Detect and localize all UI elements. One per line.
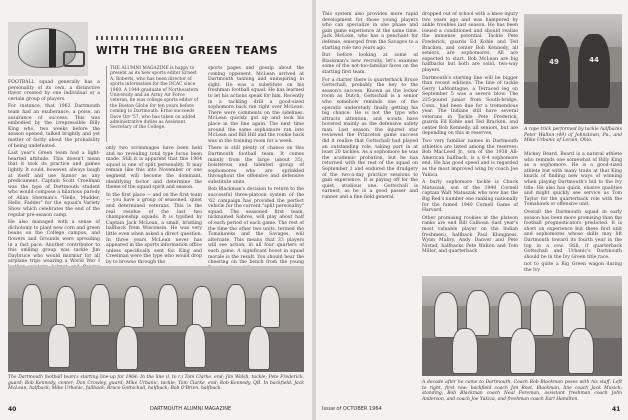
helmet-illustration	[8, 22, 88, 76]
player-figure	[192, 286, 212, 328]
helmet-stripe	[49, 29, 56, 67]
headline: WITH THE BIG GREEN TEAMS	[96, 45, 279, 57]
player-figure	[184, 324, 206, 368]
photo-background	[8, 266, 304, 298]
paragraph: Mickey Beard. Beard is a natural athlete who reminds one somewhat of Billy King as a sophomore. He is a good-sized athlete but with many traits at that King knack of finding new ways of winning when playing Dartmouth's bid to the Ivy title. He also has quick, elusive qualities and might quickly see service as Tom Taylor for the quarterback role with the Tomahawk or offensive unit.	[524, 152, 622, 208]
coaching-staff-photo	[422, 276, 622, 376]
player-figure	[260, 286, 280, 328]
photo-background	[524, 14, 622, 47]
football-helmet-icon	[18, 28, 76, 68]
paragraph: Other promising rookies at the platoon ranks are end Bill Calhoun (last year's most valuable player on the Indian freshmen), halfback Paul Klungness, Wynn Mabry, Andy Danver and Pete Nistad, halfbacks Pete Walton and Tom Miller, and quarterback	[422, 215, 518, 255]
paragraph: Overall the Dartmouth squad in early season has been more promising than the football prognosticators predicted. It is short on experience but these first unit and sophomores whose skills may lift Dartmouth toward its fourth year in the top in a row. Still, if quarterback Gottschall and Urbanic's Dartmouth should be in the Ivy Green title race.	[524, 209, 622, 260]
paragraph: This system also provides more rapid development for those young players who can specialize in one phase and gain game experience at the same time. Jack McLean, who has a penchant for defense, emerged from the Savages to a starting role two years ago.	[322, 12, 418, 51]
team-lineup-photo	[8, 266, 304, 372]
face-mask	[63, 51, 85, 67]
editor-note: THE ALUMNI MAGAZINE is happy to present as its new sports editor Ernest A. Roberts, who has been director of sports information for the DCAC since 1960. A 1944 graduate of Northeastern University and an Army Air Force veteran, he was college sports editor of the Boston Globe for ten years before coming to Dartmouth. Ernie succeeds Dave Orr '57, who has taken on added administrative duties as Assistant Secretary of the College.	[106, 66, 202, 142]
player-figure	[22, 284, 42, 326]
photo-caption: A decade after he came to Dartmouth, Coach Bob Blackman poses with his staff. Left to right, first row: backfield coach Jim Root, Blackman, line coach Jack Musick; standing, Bob Blackman coach Neal Foreman, assistant freshman coach John Anderson, and coach Joe Yukica, and freshman coach Earl Hamilton.	[422, 380, 622, 402]
paragraph: FOOTBALL squad generally has a personality of its own, a distinctive flavor created by one individual or a certain group of players.	[8, 80, 100, 102]
paragraph: not to quite a Big Green wagon during the Ivy	[524, 262, 622, 273]
photo-caption: The Dartmouth football team's starting line-up for 1964: In the line (l. to r.) Tom Clarke, end; Jim Walsh, tackle; Pete Frederick, guard; Bob Kennedy, center; Don Crowley, guard; Mike Urbanic, tackle; Tom Clarke, end; Bob Kennedy, QB. In backfield: Jack McLean, halfback; Mike Urbanic, fullback; Bruce Gottschall, halfback; Bob O'Brien, halfback.	[8, 375, 304, 391]
paragraph: sports pages and gossip about the coming opponent. McLean arrived at Dartmouth tanning and uninspiring in sight. He was a substitute on his freshman football squad. He has learned to let his actions speak for him. Recently in a tackling drill a good-sized sophomore back ran right over McLean. There were comments on the sidelines. McLean quickly got up and took his place in the line again. The next time around the same sophomore ran into McLean and Bill Hill and the rookie back was in the training room for a week.	[208, 66, 304, 144]
page-footer: Issue of OCTOBER 1964	[322, 406, 382, 412]
left-column-1	[8, 80, 100, 265]
paragraph: For instance, that 1962 Dartmouth team had an exuberance, a poise, an assurance of success. This was embodied by the irrepressible Billy King who, two weeks before the season opened, talked brightly and yet matter of factly about the probability of being undefeated.	[8, 104, 100, 149]
players-rope-photo	[524, 14, 622, 124]
right-column-3	[524, 152, 622, 272]
left-page	[0, 0, 312, 420]
coach-figure	[434, 292, 458, 338]
paragraph: Two very familiar names in Dartmouth athletics are listed among the reserves: Bob MacLeod Jr., son of the 1938 All-American halfback, is a 6-4 sophomore end. He has good speed and is regarded as the most improved wing by coach Joe Yukica.	[422, 139, 518, 178]
paragraph: There is still plenty of chance on this Dartmouth football team. It comes mainly from the large (about 35), boisterous and talented group of sophomores who are sprinkled throughout the offensive and defensive substitute units.	[208, 146, 304, 185]
jersey-number: 49	[549, 57, 559, 66]
paragraph: Last year's Green team had a light-hearted attitude. This doesn't mean that it took its practice and games lightly. It could, however, always laugh at itself and use humor as any predicament. Captain Scott Creelman was the type of Dartmouth student who would compose a hilarious parody of Allan Sherman's "Hello, Mudder, Hello, Fadder" for the squad's Variety Show which celebrates the end of the regular pre-season camp.	[8, 151, 100, 218]
coach-figure	[452, 328, 478, 374]
paragraph: But before looking at some of Blackman's new recruits, let's examine some of the not-too-familiar faces on the starting first team.	[322, 53, 418, 75]
player-figure	[90, 284, 110, 326]
paragraph: In the first place — and on the first team — you have a group of seasoned, quiet and determined veterans. This is the real residue of the last two championship squads. It is typified by Captain Jack McLean, a small, bristling halfback from Wisconsin. He was very little even when asked a direct question. In three years McLean never has appeared in the sports information office unless specifically sent for. King and Creelman were the type who would drop by to browse through the	[106, 192, 202, 265]
right-column-2	[422, 12, 518, 272]
player-figure	[116, 326, 138, 370]
paragraph: only two scrimmages have been held and no revealing total type focus been made. Still it is apparent that this 1964 squad is one of split personality. It may remain like this into November or one segment will become the dominant, identifying factor and determine the theme of the squad spirit and season.	[106, 146, 202, 191]
left-column-3	[208, 66, 304, 266]
player-figure	[56, 286, 76, 328]
player-figure	[48, 324, 70, 368]
player-figure	[248, 326, 270, 370]
player-figure	[538, 36, 570, 108]
player-figure	[578, 34, 610, 108]
coach-figure	[530, 290, 554, 336]
photo-caption: A rope trick performed by tackle halfbacks Peter Walton (49) of Johnstown, Pa., and Mike Urbanic of Lorain, Ohio.	[524, 127, 622, 143]
page-number: 40	[8, 406, 17, 413]
coach-figure	[510, 328, 536, 374]
page-number: 41	[612, 406, 621, 413]
paragraph: dropped out of school with a knee injury two years ago and was hampered by ankle troubles last season. He has been issued a conditioned and should realize the immense potential. Tackle Pete Frederick, guards Ed Kohle and Ted Bracken, and center Bob Kennedy, all seniors, are sophomores. All are expected to start. Bob McLean are big halfbacks but both are solid, two-way players.	[422, 12, 518, 73]
paragraph: Dartmouth's starting line will be bigger than recent editions. The line of tackle Gerry LaMontagne, a Terraced leg on September 5 was a severe blow. The 225-pound junior from South-bridge, Conn., had been due for a tremendous year. The Indians still have several veterans in Tackle Pete Frederick, guards Ed Kohle and Ted Bracken, and center Bob Kennedy, all seniors, but are depending on this in reserves.	[422, 75, 518, 137]
section-heading	[96, 42, 304, 60]
jersey-number: 44	[589, 56, 599, 65]
right-page	[316, 0, 628, 420]
heading-rule	[96, 36, 186, 40]
right-column-1	[322, 12, 418, 400]
paragraph: He also managed with a sense of dichotomy to plant new corn and green beans on the College campus, and flowers and Grounds were spreading in a fast pace. Another contributor to this smiling group was tackle Jim Daybruce who would murmur for all airplane trips wearing a World War I	[8, 220, 100, 265]
paragraph: A burly sophomore tackle is Chuck Matuszak, son of the 1940 Cornell captain Walt Matuszak who now has the Big Red's number one ranking nationally for the famed 1940 Cornell Game of Harvard.	[422, 180, 518, 214]
page-footer: DARTMOUTH ALUMNI MAGAZINE	[150, 406, 232, 412]
player-figure	[226, 284, 246, 326]
left-column-2	[106, 146, 202, 265]
coach-figure	[568, 328, 594, 374]
paragraph: For a starter there is quarterback Bruce Gottschall, probably the key to the season's success. Known as the locker room as Dutch, Gottschall is a senior who somehow reminds one of the operatic understudy finally getting his big chance. He is not the type who attracts attention, and scouts have hovered mainly as the defensive safety man. Last season, the injured star reviewed the Princeton game success did it realize that Gottschall had played an outstanding role, taking part in at least 20 tackles. As a sophomore he was the academic probation, but he has returned with the rest of the squad on September 1 and endured the drudgery of the two-a-day practice sessions to gain experience. It is paying off for the quiet, studious one. Gottschall is earnest, as he is a good passer and runner and a fine field general.	[322, 77, 418, 200]
player-figure	[124, 286, 144, 328]
paragraph: Bob Blackman's decision to return to the successful three-platoon system of the '62 campaign has provided the perfect vehicle for the current "split personality" squad. The seasoned first team, nicknamed Sabres, will play about half of each period of each game. The rest of the time the other two units, termed the Tomahawks and the Savages, will alternate. This means that 33 players will see action, in all four quarters of each game. A significant boost in squad morale is the result. You should hear the cheering on the bench from the young	[208, 187, 304, 266]
player-figure	[158, 284, 178, 326]
